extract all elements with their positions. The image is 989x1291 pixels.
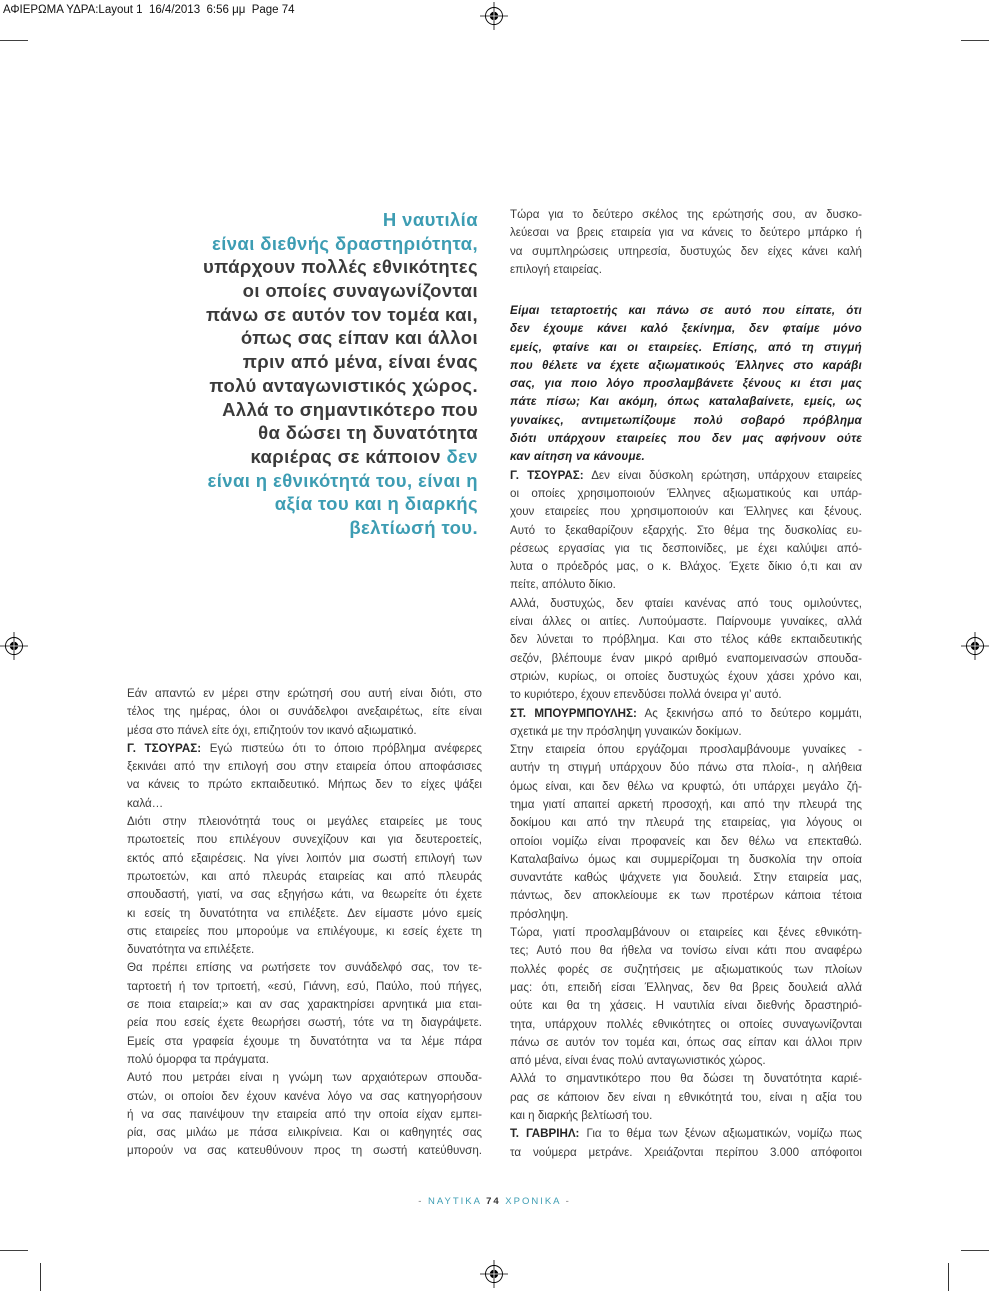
pull-quote-text: καριέρας σε κάποιον xyxy=(250,445,441,467)
line-text: ξεκινάει από την επιλογή σου στην εταιρεία όπου αποφάσισες xyxy=(127,760,482,774)
text-line xyxy=(127,959,482,977)
footer-dash: - xyxy=(565,1196,571,1207)
line-text: δοκίμου και από την πλευρά της εταιρείας, για λόγους οι xyxy=(510,816,862,830)
text-line xyxy=(127,868,482,886)
text-line xyxy=(127,905,482,923)
pull-quote-line xyxy=(100,445,478,469)
line-text: σεζόν, βλέπουμε έναν μικρό αριθμό εναπομεινασών σπουδα- xyxy=(510,651,862,665)
line-text: πάνω σε αυτόν τον τομέα και, όπως σας είπαν και άλλοι πριν xyxy=(510,1035,862,1049)
pull-quote-text: όπως σας είπαν και άλλοι xyxy=(240,327,478,349)
text-line xyxy=(510,997,862,1015)
line-text: Αλλά το σημαντικότερο που θα δώσει τη δυνατότητα καριέ- xyxy=(510,1072,862,1086)
line-text: επιλογή εταιρείας. xyxy=(510,262,602,276)
pull-quote-line xyxy=(100,421,478,445)
line-text: πρόσληψη. xyxy=(510,907,569,921)
pull-quote-text: υπάρχουν πολλές εθνικότητες xyxy=(202,256,478,278)
line-text: ούτε και θα τη χάσεις. Η ναυτιλία είναι διεθνής δραστηριό- xyxy=(510,999,862,1013)
registration-mark-icon xyxy=(480,1260,508,1288)
pull-quote-text: είναι διεθνής δραστηριότητα, xyxy=(212,232,478,254)
text-line xyxy=(127,978,482,996)
pull-quote-line xyxy=(100,279,478,303)
line-text: Αυτό το ξεκαθαρίζουν εξαρχής. Στο θέμα της δυσκολίας ευ- xyxy=(510,523,862,537)
registration-mark-icon xyxy=(0,632,28,660)
pull-quote-line xyxy=(100,255,478,279)
text-line xyxy=(127,850,482,868)
line-text: χουν εταιρείες που χρησιμοποιούν και Έλληνες και ξένους. xyxy=(510,505,862,519)
speaker-name: Τ. ΓΑΒΡΙΗΛ: xyxy=(510,1127,580,1141)
text-line xyxy=(510,595,862,613)
text-line xyxy=(127,886,482,904)
text-line xyxy=(510,485,862,503)
line-text: σπουδαστή, γιατί, να σας εξηγήσω κάτι, να θεωρείτε ότι έχετε xyxy=(127,888,482,902)
footer-magazine-name: ΝΑΥΤΙΚΑ xyxy=(428,1196,482,1207)
line-text: λυτα ο πρόεδρός μας, ο κ. Βλάχος. Έχετε δίκιο ό,τι και αν xyxy=(510,560,862,574)
line-text: δεν λύνεται το πρόβλημα. Και στο τέλος κάθε εκπαιδευτικής xyxy=(510,633,862,647)
text-line xyxy=(510,961,862,979)
text-line xyxy=(510,887,862,905)
line-text: σε ποια εταιρεία;» και αν σας χαρακτηρίσει αρνητικά μια εται- xyxy=(127,998,482,1012)
line-text: στις εταιρείες που μπορούμε να επιλέγουμε, κι εσείς έχετε τη xyxy=(127,924,482,938)
footer-magazine-name: ΧΡΟΝΙΚΑ xyxy=(505,1196,561,1207)
text-line xyxy=(510,357,862,375)
line-text: δεν έχουμε κάνει καλό ξεκίνημα, δεν φταίμε μόνο xyxy=(510,322,862,336)
panel-answers xyxy=(510,467,862,1162)
text-line xyxy=(510,979,862,997)
text-line xyxy=(510,206,862,224)
text-line xyxy=(127,813,482,831)
text-line xyxy=(127,941,482,959)
speaker-name: Γ. ΤΣΟΥΡΑΣ: xyxy=(510,468,584,482)
line-text: εμείς, φταίνε και οι εταιρείες. Επίσης, από τη στιγμή xyxy=(510,340,862,354)
text-line xyxy=(510,906,862,924)
text-line xyxy=(510,261,862,279)
line-text: Για το θέμα των ξένων αξιωματικών, νομίζω πως xyxy=(586,1127,862,1141)
text-line xyxy=(510,631,862,649)
line-text: ρέσεως εργασίας για τις δεσποινίδες, με έχει καλύψει από- xyxy=(510,541,862,555)
text-line xyxy=(510,503,862,521)
line-text: Αλλά, δυστυχώς, δεν φταίει κανένας από τους ομιλούντες, xyxy=(510,596,862,610)
line-text: πείτε, απόλυτο δίκιο. xyxy=(510,578,616,592)
pull-quote-text: πάνω σε αυτόν τον τομέα και, xyxy=(205,303,478,325)
line-text: πολλές φορές σε συζητήσεις με αξιωματικούς των πλοίων xyxy=(510,962,862,976)
pull-quote-text: αξία του και η διαρκής xyxy=(274,493,478,515)
line-text: πάντως, δεν αποκλείουμε εκ των προτέρων κάποια τέτοια xyxy=(510,889,862,903)
text-line xyxy=(127,1051,482,1069)
text-line xyxy=(510,814,862,832)
line-text: μας: ότι, επειδή είσαι Έλληνας, δεν θα βρεις δουλειά αλλά xyxy=(510,980,862,994)
line-text: κι εσείς τη δυνατότητα να επιλέξετε. Δεν είμαστε μόνο εμείς xyxy=(127,906,482,920)
text-line xyxy=(127,1014,482,1032)
text-line xyxy=(510,540,862,558)
line-text: καλά… xyxy=(127,796,164,810)
pull-quote-line xyxy=(100,492,478,516)
registration-mark-icon xyxy=(961,632,989,660)
text-line xyxy=(510,430,862,448)
pull-quote-text: Η ναυτιλία xyxy=(382,209,478,230)
line-text: οι οποίες χρησιμοποιούν Έλληνες αξιωματικούς και υπάρ- xyxy=(510,486,862,500)
line-text: μέσα στο πάνελ είτε όχι, επιζητούν τον ικανό αξιωματικό. xyxy=(127,723,417,737)
line-text: Θα πρέπει επίσης να ρωτήσετε τον συνάδελφό σας, τον τε- xyxy=(127,961,482,975)
line-text: ρας σε κάποιον δεν είναι η εθνικότητά του, είναι η αξία του xyxy=(510,1090,862,1104)
pull-quote-line xyxy=(100,469,478,493)
text-line xyxy=(127,703,482,721)
text-line xyxy=(127,831,482,849)
line-text: Καταλαβαίνω όμως και συμμερίζομαι τη δυσκολία την οποία xyxy=(510,852,862,866)
text-line xyxy=(127,758,482,776)
text-line xyxy=(127,1124,482,1142)
line-text: τα νούμερα μετράνε. Χρειάζονται περίπου 3.000 απόφοιτοι xyxy=(510,1145,862,1159)
crop-mark-bottom-left xyxy=(0,1251,41,1291)
text-line xyxy=(510,1125,862,1143)
pull-quote-text: βελτίωσή του. xyxy=(349,516,478,538)
line-text: συναντάτε καθώς ψάχνετε για δουλειά. Στην εταιρεία μας, xyxy=(510,871,862,885)
text-line xyxy=(510,320,862,338)
text-line xyxy=(127,1106,482,1124)
line-text: Στην εταιρεία όπου εργάζομαι προσλαμβάνουμε γυναίκες - xyxy=(510,743,862,757)
pull-quote-line xyxy=(100,350,478,374)
text-line xyxy=(510,393,862,411)
text-line xyxy=(127,1033,482,1051)
text-line xyxy=(510,869,862,887)
text-line xyxy=(510,942,862,960)
text-line xyxy=(510,723,862,741)
text-line xyxy=(510,668,862,686)
line-text: καν αίτηση να κάνουμε. xyxy=(510,450,646,464)
line-text: Τώρα, γιατί προσλαμβάνουν οι εταιρείες και ξένες εθνικότη- xyxy=(510,926,862,940)
pull-quote-line xyxy=(100,326,478,350)
line-text: να συμπληρώσεις υπηρεσία, δυστυχώς δεν είχες κάνει καλή xyxy=(510,244,862,258)
crop-mark-bottom-right xyxy=(949,1251,989,1291)
text-line xyxy=(510,1107,862,1125)
pull-quote-text: πολύ ανταγωνιστικός χώρος. xyxy=(209,374,478,396)
text-line xyxy=(510,1144,862,1162)
line-text: ταρτοετή ή τον τριτοετή, «εσύ, Γιάννη, εσύ, Παύλο, πού πήγες, xyxy=(127,979,482,993)
text-line xyxy=(510,759,862,777)
line-text: από μένα, είναι ένας πολύ ανταγωνιστικός χώρος. xyxy=(510,1054,766,1068)
text-line xyxy=(127,1088,482,1106)
line-text: Δεν είναι δύσκολη ερώτηση, υπάρχουν εταιρείες xyxy=(591,468,862,482)
text-line xyxy=(510,851,862,869)
pull-quote-text: οι οποίες συναγωνίζονται xyxy=(242,280,478,302)
speaker-name: ΣΤ. ΜΠΟΥΡΜΠΟΥΛΗΣ: xyxy=(510,706,637,720)
speaker-name: Γ. ΤΣΟΥΡΑΣ: xyxy=(127,741,202,755)
line-text: όμως είναι, και δεν θέλω να κρυφτώ, ότι υπάρχει μεγάλο ζή- xyxy=(510,779,862,793)
text-line xyxy=(510,650,862,668)
text-line xyxy=(127,923,482,941)
pull-quote-text: θα δώσει τη δυνατότητα xyxy=(258,422,478,444)
text-line xyxy=(127,795,482,813)
pull-quote-line xyxy=(100,398,478,422)
line-text: ή να σας παινέψουν την εταιρεία από την οποία είχαν εμπει- xyxy=(127,1107,482,1121)
line-text: δυνατότητα να επιλέξετε. xyxy=(127,943,255,957)
text-line xyxy=(510,705,862,723)
pull-quote-text: δεν xyxy=(446,445,478,467)
text-line xyxy=(510,833,862,851)
pull-quote-line xyxy=(100,232,478,256)
pull-quote xyxy=(100,208,478,540)
text-line xyxy=(510,613,862,631)
line-text: πάτε πίσω; Και ακόμη, όπως καταλαβαίνετε, εμείς, ως xyxy=(510,395,862,409)
line-text: σχετικά με την πρόσληψη γυναικών δοκίμων. xyxy=(510,724,742,738)
text-line xyxy=(510,1052,862,1070)
text-line xyxy=(510,467,862,485)
line-text: είναι άλλες οι αιτίες. Λυπούμαστε. Παίρνουμε γυναίκες, αλλά xyxy=(510,615,862,629)
line-text: πρωτοετών, και από πλευράς εταιρείας και από πλευράς xyxy=(127,869,482,883)
text-line xyxy=(510,1034,862,1052)
text-line xyxy=(510,224,862,242)
text-line xyxy=(127,722,482,740)
line-text: λεύεσαι να βρεις εταιρεία για να κάνεις το δεύτερο μπάρκο ή xyxy=(510,226,862,240)
pull-quote-line xyxy=(100,516,478,540)
text-line xyxy=(510,741,862,759)
text-line xyxy=(510,924,862,942)
text-line xyxy=(127,1142,482,1160)
text-line xyxy=(510,522,862,540)
line-text: τητα, υπάρχουν πολλές εθνικότητες οι οποίες συναγωνίζονται xyxy=(510,1017,862,1031)
line-text: στών, οι οποίοι δεν έχουν κανένα λόγο να σας κατηγορήσουν xyxy=(127,1089,482,1103)
line-text: γυναίκες, αντιμετωπίζουμε πολύ σοβαρό πρόβλημα xyxy=(510,413,862,427)
text-line xyxy=(510,1089,862,1107)
text-line xyxy=(510,375,862,393)
line-text: το κυριότερο, έχουν επενδύσει πολλά όνειρα γι’ αυτό. xyxy=(510,688,782,702)
registration-mark-icon xyxy=(480,2,508,30)
text-line xyxy=(510,412,862,430)
line-text: ρία, σας μιλάω με πάσα ειλικρίνεια. Και οι καθηγητές σας xyxy=(127,1126,482,1140)
text-line xyxy=(510,1016,862,1034)
line-text: Εμείς στα γραφεία έχουμε τη δυνατότητα να τα λέμε πάρα xyxy=(127,1034,482,1048)
line-text: τέλος της ημέρας, όλοι οι συνάδελφοι ανεξαιρέτως, είτε είναι xyxy=(127,705,482,719)
line-text: οποίοι νομίζω είναι προφανείς και δεν θέλω να επεκταθώ. xyxy=(510,834,862,848)
pull-quote-line xyxy=(100,208,478,232)
text-line xyxy=(510,339,862,357)
text-line xyxy=(510,576,862,594)
line-text: Εάν απαντώ εν μέρει στην ερώτησή σου αυτή είναι διότι, στο xyxy=(127,687,482,700)
line-text: Τώρα για το δεύτερο σκέλος της ερώτησής σου, αν δυσκο- xyxy=(510,208,862,221)
line-text: αυτήν τη στιγμή υπάρχουν δύο πάνω στα πλοία-, η αλήθεια xyxy=(510,761,862,775)
footer-dash: - xyxy=(418,1196,424,1207)
line-text: Διότι στην πλειονότητά τους οι μεγάλες εταιρείες με τους xyxy=(127,815,482,829)
text-line xyxy=(127,685,482,703)
pull-quote-text: είναι η εθνικότητά του, είναι η xyxy=(207,469,478,491)
line-text: τημα γιατί απαιτεί αρκετή προσοχή, και από την πλευρά της xyxy=(510,798,862,811)
line-text: να κάνεις το πρώτο εκπαιδευτικό. Μήπως δεν το είχες ψάξει xyxy=(127,778,482,792)
line-text: Ας ξεκινήσω από το δεύτερο κομμάτι, xyxy=(644,706,863,720)
line-text: ρεία που εσείς έχετε θεωρήσει σωστή, τότε να τη διαγράψετε. xyxy=(127,1016,482,1030)
line-text: Αυτό που μετράει είναι η γνώμη των αρχαιότερων σπουδα- xyxy=(127,1071,482,1085)
text-line xyxy=(510,686,862,704)
slug-line: ΑΦΙΕΡΩΜΑ ΥΔΡΑ:Layout 1 16/4/2013 6:56 μμ Page 74 xyxy=(3,4,295,16)
line-text: σας, για ποιο λόγο προσλαμβάνετε ξένους κι έτσι μας xyxy=(510,377,862,391)
answer-paragraph-block xyxy=(510,206,862,279)
pull-quote-line xyxy=(100,374,478,398)
text-line xyxy=(510,1070,862,1088)
page-footer xyxy=(0,1195,989,1209)
text-line xyxy=(510,778,862,796)
left-text-column xyxy=(127,685,482,1161)
line-text: εκτός από εξαιρέσεις. Να γίνει λοιπόν μια σωστή επιλογή των xyxy=(127,851,482,865)
line-text: που θέλετε να έχετε αξιωματικούς Έλληνες στο καράβι xyxy=(510,358,862,372)
text-line xyxy=(127,1069,482,1087)
line-text: πολύ όμορφα τα πράγματα. xyxy=(127,1052,269,1066)
right-text-column xyxy=(510,206,862,1162)
line-text: και η διαρκής βελτίωσή του. xyxy=(510,1109,653,1123)
text-line xyxy=(127,996,482,1014)
student-question xyxy=(510,302,862,467)
text-line xyxy=(510,558,862,576)
line-text: Εγώ πιστεύω ότι το όποιο πρόβλημα ανέφερες xyxy=(209,741,482,755)
text-line xyxy=(510,448,862,466)
text-line xyxy=(127,776,482,794)
page-number: 74 xyxy=(486,1196,501,1207)
text-line xyxy=(510,243,862,261)
pull-quote-text: Αλλά το σημαντικότερο που xyxy=(222,398,478,420)
line-text: Είμαι τεταρτοετής και πάνω σε αυτό που είπατε, ότι xyxy=(510,303,862,317)
line-text: στριών, κυρίως, οι οποίες δυστυχώς έχουν χάσει χρόνο και, xyxy=(510,669,862,683)
line-text: διότι υπάρχουν εταιρείες που δεν μας αφήνουν ούτε xyxy=(510,432,862,446)
pull-quote-line xyxy=(100,303,478,327)
line-text: μπορούν να σας κατευθύνουν προς τη σωστή κατεύθυνση. xyxy=(127,1144,482,1158)
text-line xyxy=(510,796,862,814)
text-line xyxy=(510,302,862,320)
pull-quote-text: πριν από μένα, είναι ένας xyxy=(242,351,478,373)
text-line xyxy=(127,740,482,758)
line-text: τες; Αυτό που θα ήθελα να τονίσω είναι κάτι που αναφέρω xyxy=(510,944,862,958)
line-text: πρωτοετείς που επιλέγουν συνεχίζουν και για δευτεροετείς, xyxy=(127,833,482,847)
